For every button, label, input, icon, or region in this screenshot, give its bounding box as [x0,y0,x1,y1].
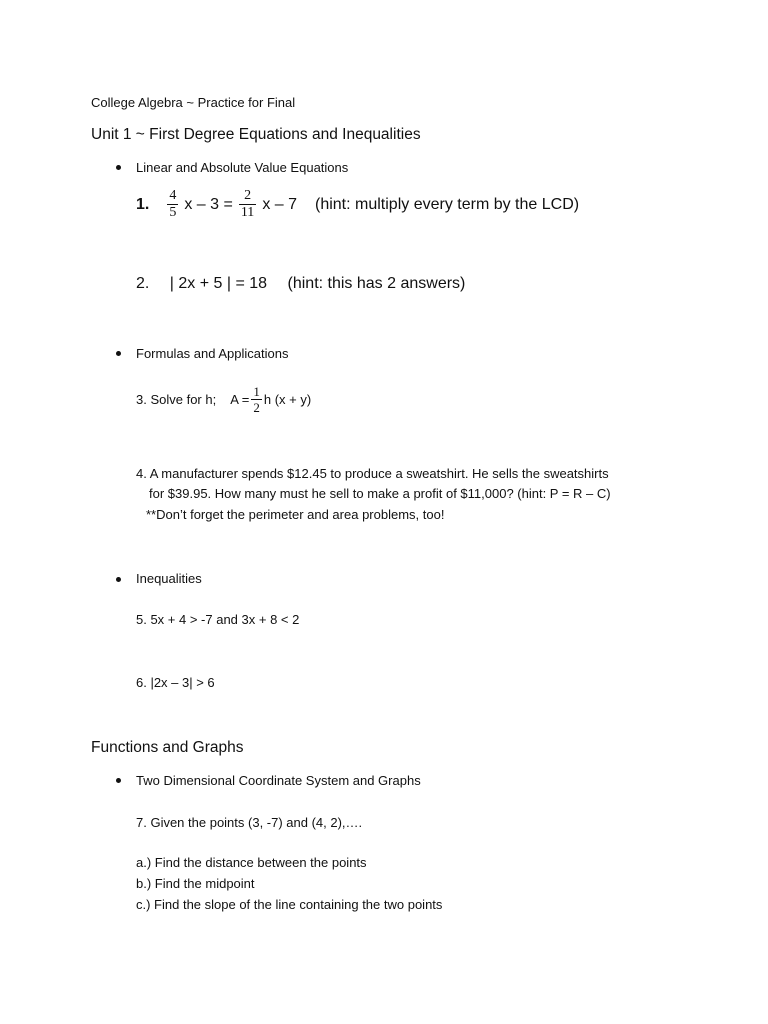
problem-2 [136,275,465,293]
bullet-icon [116,351,121,356]
section-coordinate-system: Two Dimensional Coordinate System and Graphs [136,773,421,788]
functions-heading: Functions and Graphs [91,739,244,756]
fraction-numerator: 1 [253,384,260,399]
problem-7: 7. Given the points (3, -7) and (4, 2),…. [136,815,363,830]
fraction-denominator: 5 [169,205,177,220]
bullet-icon [116,165,121,170]
problem-4-line-2: for $39.95. How many must he sell to make a profit of $11,000? (hint: P = R – C) [149,486,611,501]
fraction-1-2 [251,385,262,414]
equation-rhs: h (x + y) [263,392,312,407]
section-formulas: Formulas and Applications [136,346,289,361]
problem-hint: (hint: multiply every term by the LCD) [315,195,580,213]
problem-4-line-1: 4. A manufacturer spends $12.45 to produce a sweatshirt. He sells the sweatshirts [136,466,609,481]
problem-hint: (hint: this has 2 answers) [287,275,466,292]
problem-6: 6. |2x – 3| > 6 [136,675,215,690]
equation-middle: x – 3 = [184,195,233,213]
fraction-denominator: 2 [253,400,260,415]
fraction-denominator: 11 [240,205,255,220]
fraction-numerator: 2 [244,188,252,203]
section-linear-equations: Linear and Absolute Value Equations [136,160,349,175]
fraction-numerator: 4 [169,188,177,203]
equation-lhs: A = [230,392,250,407]
problem-number: 1. [136,195,150,213]
problem-4-note: **Don’t forget the perimeter and area problems, too! [146,507,445,522]
problem-number: 2. [136,275,150,292]
unit1-heading: Unit 1 ~ First Degree Equations and Inequalities [91,126,421,143]
section-inequalities: Inequalities [136,571,202,586]
problem-7a: a.) Find the distance between the points [136,855,367,870]
document-header: College Algebra ~ Practice for Final [91,95,296,110]
problem-label: 3. Solve for h; [136,392,217,407]
fraction-4-5 [167,189,178,220]
problem-7c: c.) Find the slope of the line containing the two points [136,897,443,912]
problem-5: 5. 5x + 4 > -7 and 3x + 8 < 2 [136,612,300,627]
equation: | 2x + 5 | = 18 [169,275,268,292]
problem-7b: b.) Find the midpoint [136,876,255,891]
problem-3 [136,385,311,414]
equation-tail: x – 7 [262,195,297,213]
problem-1 [136,189,579,220]
bullet-icon [116,577,121,582]
bullet-icon [116,778,121,783]
fraction-2-11 [239,189,256,220]
